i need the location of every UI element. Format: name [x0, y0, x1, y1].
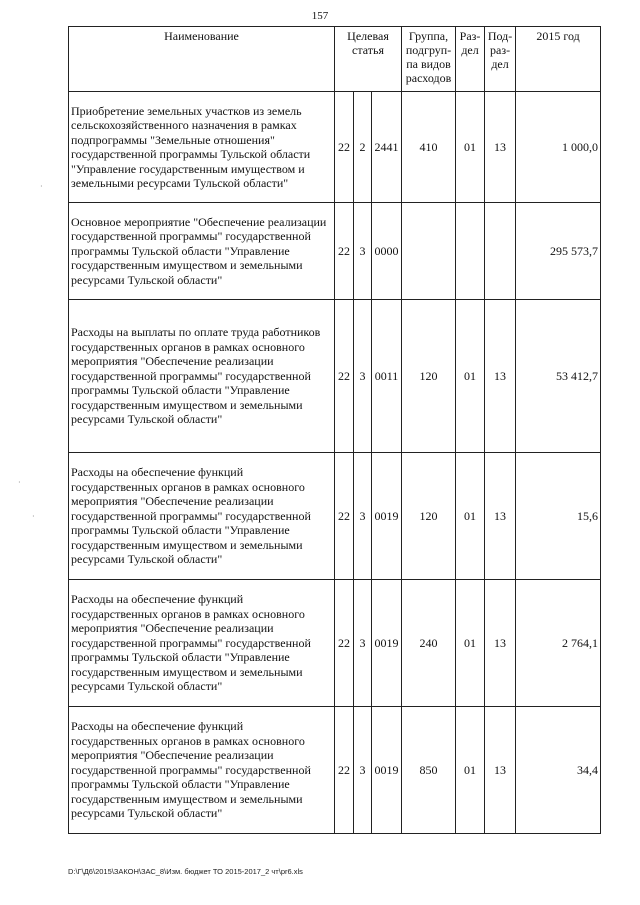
row-subsection: 13 — [485, 453, 516, 580]
row-subsection — [485, 203, 516, 300]
row-section — [456, 203, 485, 300]
scan-speck: · — [40, 182, 43, 191]
table-row — [69, 707, 601, 834]
table-row — [69, 300, 601, 453]
row-group — [402, 203, 456, 300]
row-cs-direction: 0019 — [372, 707, 402, 834]
row-section: 01 — [456, 580, 485, 707]
scan-speck: · — [32, 512, 35, 521]
row-cs-direction: 0000 — [372, 203, 402, 300]
header-subsection: Под-раз-дел — [485, 27, 516, 92]
row-name: Расходы на обеспечение функций государственных органов в рамках основного мероприятия "Обеспечение реализации государственной программы" государственной программы Тульской области "Управление государственным имуществом и земельными ресурсами Тульской области" — [69, 580, 335, 707]
page-number: 157 — [311, 10, 329, 22]
row-subsection: 13 — [485, 707, 516, 834]
row-group: 410 — [402, 92, 456, 203]
row-section: 01 — [456, 92, 485, 203]
row-cs-program: 22 — [335, 300, 354, 453]
row-name: Расходы на обеспечение функций государственных органов в рамках основного мероприятия "Обеспечение реализации государственной программы" государственной программы Тульской области "Управление государственным имуществом и земельными ресурсами Тульской области" — [69, 707, 335, 834]
row-subsection: 13 — [485, 92, 516, 203]
header-year: 2015 год — [516, 27, 601, 92]
row-cs-subprogram: 3 — [354, 300, 372, 453]
row-group: 240 — [402, 580, 456, 707]
row-cs-subprogram: 3 — [354, 707, 372, 834]
row-amount: 34,4 — [516, 707, 601, 834]
table-row — [69, 453, 601, 580]
row-cs-direction: 2441 — [372, 92, 402, 203]
row-cs-program: 22 — [335, 707, 354, 834]
row-group: 120 — [402, 453, 456, 580]
row-name: Расходы на обеспечение функций государственных органов в рамках основного мероприятия "Обеспечение реализации государственной программы" государственной программы Тульской области "Управление государственным имуществом и земельными ресурсами Тульской области" — [69, 453, 335, 580]
row-cs-program: 22 — [335, 453, 354, 580]
header-name: Наименование — [69, 27, 335, 92]
row-section: 01 — [456, 707, 485, 834]
row-cs-direction: 0019 — [372, 580, 402, 707]
header-group: Группа, подгруп-па видов расходов — [402, 27, 456, 92]
table-row — [69, 580, 601, 707]
row-amount: 295 573,7 — [516, 203, 601, 300]
row-subsection: 13 — [485, 300, 516, 453]
table-row — [69, 92, 601, 203]
row-group: 850 — [402, 707, 456, 834]
row-section: 01 — [456, 453, 485, 580]
table-row — [69, 203, 601, 300]
row-amount: 1 000,0 — [516, 92, 601, 203]
row-cs-direction: 0011 — [372, 300, 402, 453]
row-cs-program: 22 — [335, 580, 354, 707]
row-amount: 53 412,7 — [516, 300, 601, 453]
header-section: Раз-дел — [456, 27, 485, 92]
row-amount: 2 764,1 — [516, 580, 601, 707]
row-cs-program: 22 — [335, 203, 354, 300]
row-cs-subprogram: 3 — [354, 453, 372, 580]
row-cs-program: 22 — [335, 92, 354, 203]
row-name: Основное мероприятие "Обеспечение реализации государственной программы" государственной программы Тульской области "Управление государственным имуществом и земельными ресурсами Тульской области" — [69, 203, 335, 300]
row-cs-subprogram: 2 — [354, 92, 372, 203]
row-subsection: 13 — [485, 580, 516, 707]
row-section: 01 — [456, 300, 485, 453]
table-header — [69, 27, 601, 92]
row-amount: 15,6 — [516, 453, 601, 580]
header-target: Целевая статья — [335, 27, 402, 92]
row-cs-subprogram: 3 — [354, 203, 372, 300]
budget-table — [68, 26, 601, 834]
row-cs-subprogram: 3 — [354, 580, 372, 707]
row-group: 120 — [402, 300, 456, 453]
row-name: Приобретение земельных участков из земель сельскохозяйственного назначения в рамках подпрограммы "Земельные отношения" государственной программы Тульской области "Управление государственным имуществом и земельными ресурсами Тульской области" — [69, 92, 335, 203]
footer-file-path: D:\Г\Д6\2015\ЗАКОН\ЗАС_8\Изм. бюджет ТО 2015-2017_2 чт\pr6.xls — [68, 867, 303, 876]
row-name: Расходы на выплаты по оплате труда работников государственных органов в рамках основного мероприятия "Обеспечение реализации государственной программы" государственной программы Тульской области "Управление государственным имуществом и земельными ресурсами Тульской области" — [69, 300, 335, 453]
row-cs-direction: 0019 — [372, 453, 402, 580]
scan-speck: · — [18, 478, 21, 487]
